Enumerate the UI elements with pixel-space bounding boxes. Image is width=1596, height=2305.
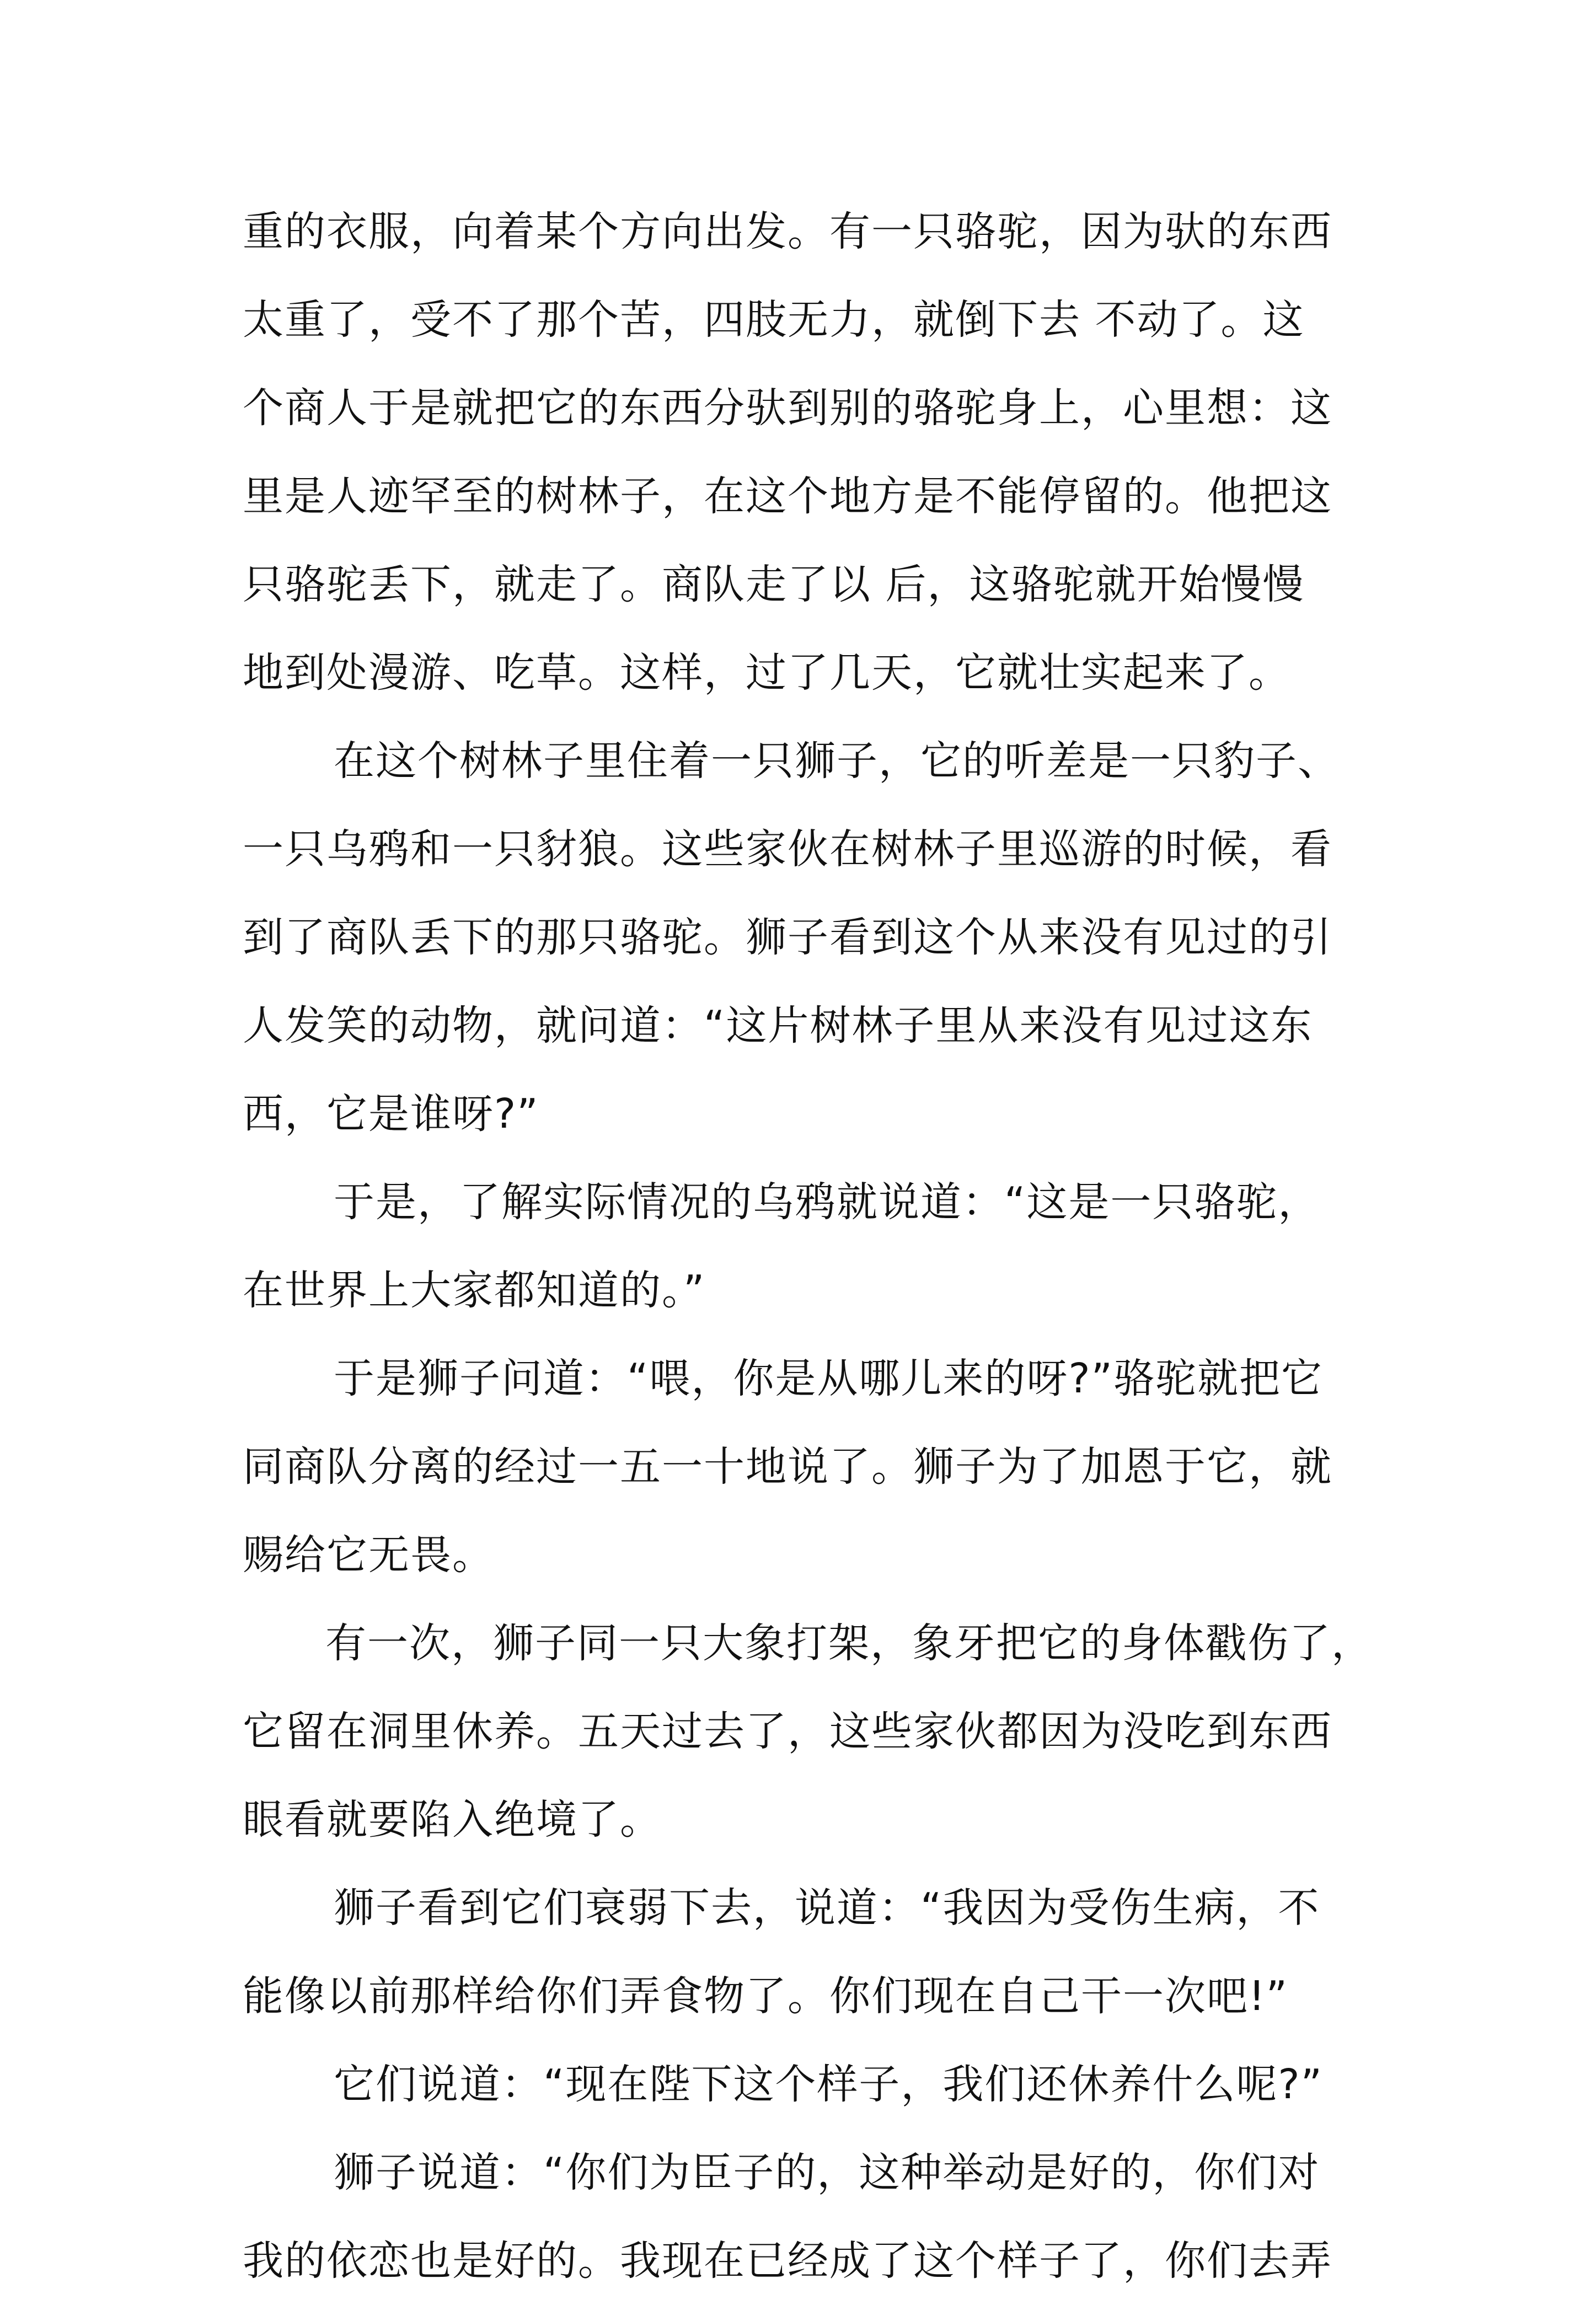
body-text <box>243 187 1373 2305</box>
text-line: 我的依恋也是好的。我现在已经成了这个样子了，你们去弄 <box>243 2237 1332 2285</box>
text-line: 到了商队丢下的那只骆驼。狮子看到这个从来没有见过的引 <box>243 914 1332 961</box>
text-line: 西，它是谁呀?” <box>243 1090 539 1138</box>
text-line: 同商队分离的经过一五一十地说了。狮子为了加恩于它，就 <box>243 1443 1332 1491</box>
text-line: 于是，了解实际情况的乌鸦就说道：“这是一只骆驼， <box>334 1178 1320 1226</box>
text-line: 里是人迹罕至的树林子，在这个地方是不能停留的。他把这 <box>243 473 1332 520</box>
text-line: 有一次，狮子同一只大象打架，象牙把它的身体戳伤了， <box>325 1620 1373 1667</box>
text-line: 在这个树林子里住着一只狮子，它的听差是一只豹子、 <box>334 737 1340 785</box>
text-line: 太重了，受不了那个苦，四肢无力，就倒下去 不动了。这 <box>243 296 1305 344</box>
text-line: 重的衣服，向着某个方向出发。有一只骆驼，因为驮的东西 <box>243 208 1332 255</box>
text-line: 眼看就要陷入绝境了。 <box>243 1796 662 1843</box>
text-line: 它留在洞里休养。五天过去了，这些家伙都因为没吃到东西 <box>243 1708 1332 1755</box>
text-line: 人发笑的动物，就问道：“这片树林子里从来没有见过这东 <box>243 1002 1313 1049</box>
text-line: 它们说道：“现在陛下这个样子，我们还休养什么呢?” <box>334 2061 1323 2108</box>
text-line: 一只乌鸦和一只豺狼。这些家伙在树林子里巡游的时候，看 <box>243 825 1332 873</box>
text-line: 在世界上大家都知道的。” <box>243 1267 706 1314</box>
text-line: 地到处漫游、吃草。这样，过了几天，它就壮实起来了。 <box>243 649 1290 696</box>
text-line: 赐给它无畏。 <box>243 1531 494 1579</box>
text-line: 能像以前那样给你们弄食物了。你们现在自己干一次吧!” <box>243 1972 1288 2020</box>
text-line: 只骆驼丢下，就走了。商队走了以 后，这骆驼就开始慢慢 <box>243 561 1305 608</box>
text-line: 狮子看到它们衰弱下去，说道：“我因为受伤生病，不 <box>334 1884 1320 1932</box>
text-line: 个商人于是就把它的东西分驮到别的骆驼身上，心里想：这 <box>243 384 1332 432</box>
text-line: 狮子说道：“你们为臣子的，这种举动是好的，你们对 <box>334 2149 1320 2196</box>
text-line: 于是狮子问道：“喂，你是从哪儿来的呀?”骆驼就把它 <box>334 1355 1323 1402</box>
